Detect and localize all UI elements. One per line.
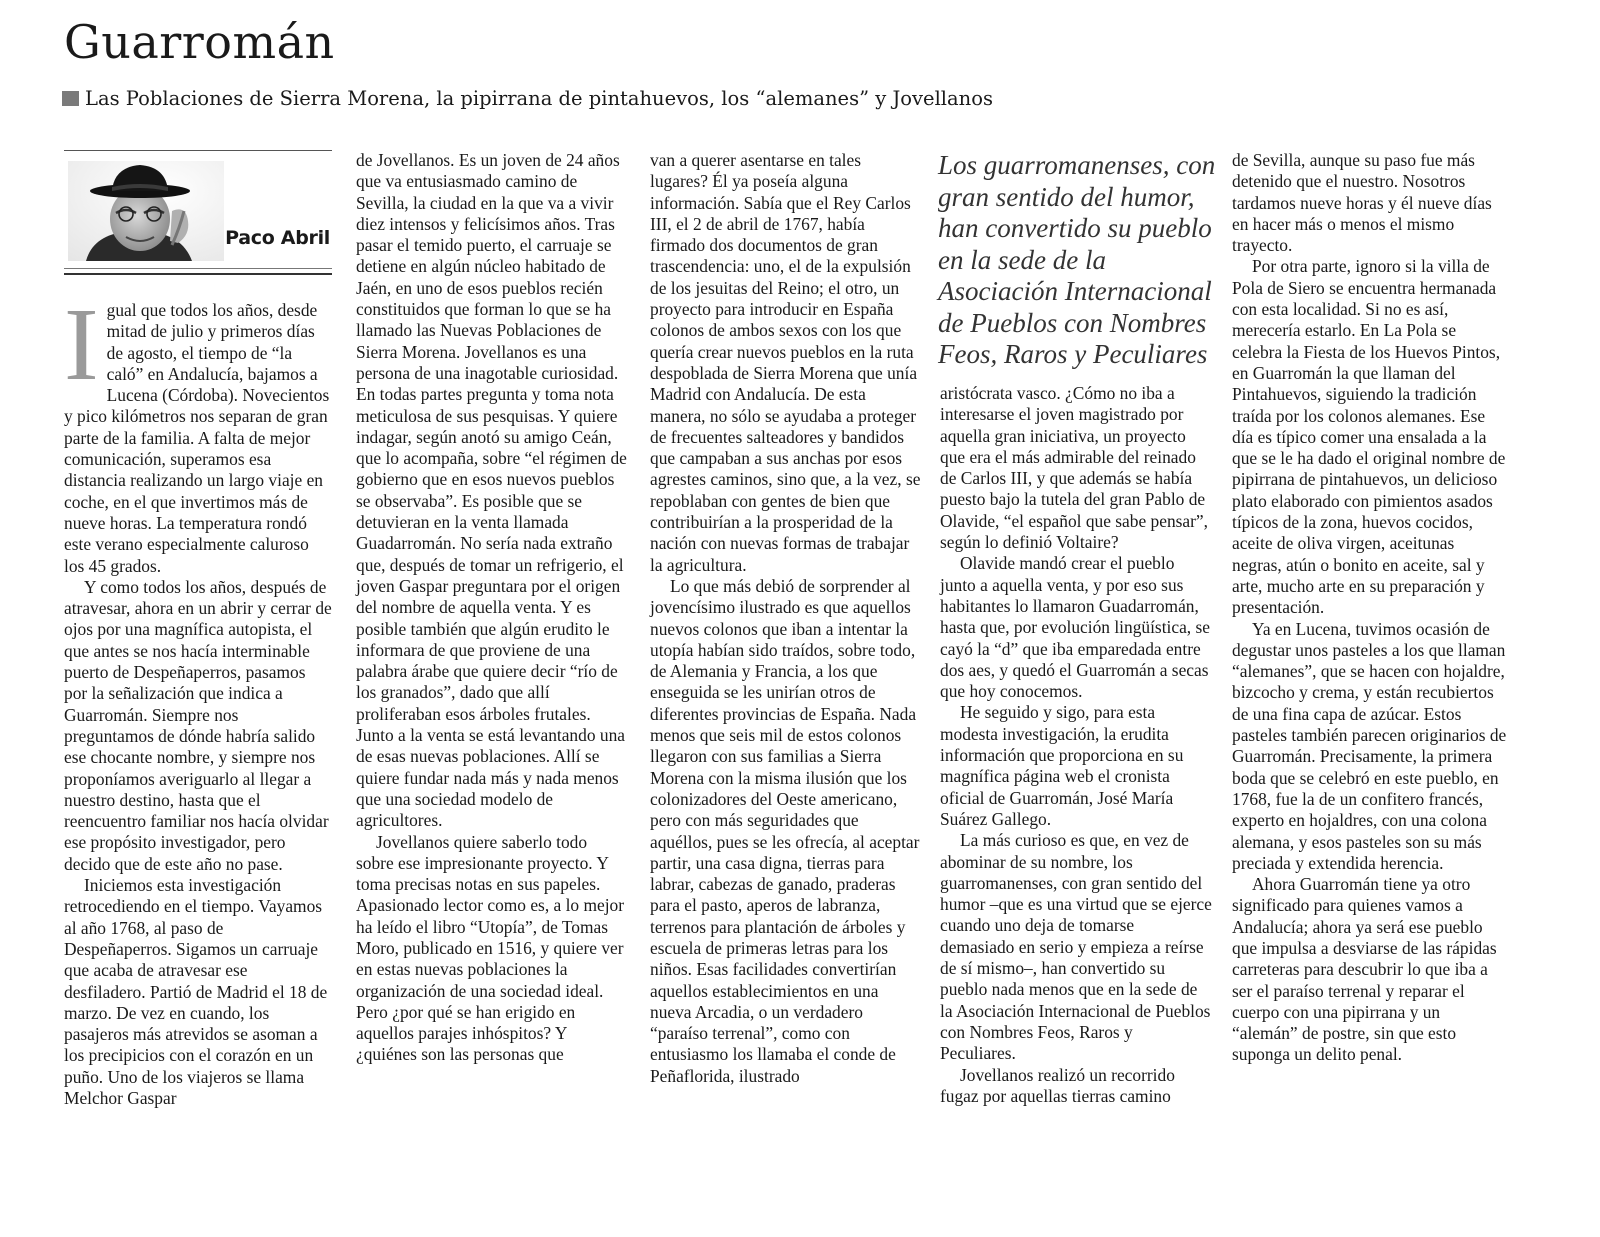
paragraph: Jovellanos quiere saberlo todo sobre ese impresionante proyecto. Y toma precisas notas en sus papeles. Apasionado lector como es, a lo mejor ha leído el libro “Utopía”, de Tomas Moro, publicado en 1516, y quiere ver en estas nuevas poblaciones la organización de una sociedad ideal. Pero ¿por qué se han erigido en aquellos parajes inhóspitos? Y ¿quiénes son las personas que (356, 831, 625, 1065)
column-4 (940, 383, 1212, 1107)
paragraph: de Jovellanos. Es un joven de 24 años que va entusiasmado camino de Sevilla, la ciudad en la que va a vivir diez intensos y felicísimos años. Tras pasar el temido puerto, el carruaje se detiene en algún núcleo habitado de Jaén, en uno de esos pueblos recién constituidos que forman lo que se ha llamado las Nuevas Poblaciones de Sierra Morena. Jovellanos es una persona de una inagotable curiosidad. En todas partes pregunta y toma nota meticulosa de sus pesquisas. Y quiere indagar, según anotó su amigo Ceán, que lo acompaña, sobre “el régimen de gobierno que en esos nuevos pueblos se observaba”. Es posible que se detuvieran en la venta llamada Guadarromán. No sería nada extraño que, después de tomar un refrigerio, el joven Gaspar preguntara por el origen del nombre de aquella venta. Y es posible también que algún erudito le informara de que proviene de una palabra árabe que quiere decir “río de los granados”, dado que allí proliferaban esos árboles frutales. Junto a la venta se está levantando una de esas nuevas poblaciones. Allí se quiere fundar nada más y nada menos que una sociedad modelo de agricultores. (356, 150, 627, 831)
column-1 (64, 287, 332, 1109)
drop-cap: I (64, 287, 99, 402)
column-5 (1232, 150, 1508, 1066)
paragraph: Olavide mandó crear el pueblo junto a aquella venta, y por eso sus habitantes lo llamaron Guadarromán, hasta que, por evolución lingüística, se cayó la “d” que iba emparedada entre dos aes, y quedó el Guarromán a secas que hoy conocemos. (940, 553, 1210, 702)
byline-rule (64, 268, 332, 269)
paragraph (64, 287, 332, 577)
paragraph: Y como todos los años, después de atravesar, ahora en un abrir y cerrar de ojos por una magnífica autopista, el que antes se nos hacía interminable puerto de Despeñaperros, pasamos por la señalización que indica a Guarromán. Siempre nos preguntamos de dónde habría salido ese chocante nombre, y siempre nos proponíamos averiguarlo al llegar a nuestro destino, hasta que el reencuentro familiar nos hacía olvidar ese propósito investigador, pero decido que de este año no pase. (64, 576, 332, 874)
author-name: Paco Abril (225, 227, 330, 249)
pull-quote: Los guarromanenses, con gran sentido del humor, han convertido su pueblo en la sede de la Asociación Internacional de Pueblos con Nombres Feos, Raros y Peculiares (938, 150, 1216, 369)
column-2 (356, 150, 628, 1066)
paragraph: Iniciemos esta investigación retrocediendo en el tiempo. Vayamos al año 1768, al paso de Despeñaperros. Sigamos un carruaje que acaba de atravesar ese desfiladero. Partió de Madrid el 18 de marzo. De vez en cuando, los pasajeros más atrevidos se asoman a los precipicios con el corazón en un puño. Uno de los viajeros se llama Melchor Gaspar (64, 875, 328, 1108)
paragraph: La más curioso es que, en vez de abominar de su nombre, los guarromanenses, con gran sentido del humor –que es una virtud que se ejerce cuando uno deja de tomarse demasiado en serio y empieza a reírse de sí mismo–, han convertido su pueblo nada menos que en la sede de la Asociación Internacional de Pueblos con Nombres Feos, Raros y Peculiares. (940, 830, 1212, 1064)
paragraph: aristócrata vasco. ¿Cómo no iba a interesarse el joven magistrado por aquella gran iniciativa, un proyecto que era el más admirable del reinado de Carlos III, y que además se había puesto bajo la tutela del gran Pablo de Olavide, “el español que sabe pensar”, según lo definió Voltaire? (940, 383, 1208, 553)
paragraph: de Sevilla, aunque su paso fue más detenido que el nuestro. Nosotros tardamos nueve horas y él nueve días en hacer más o menos el mismo trayecto. (1232, 150, 1492, 256)
byline (64, 150, 332, 275)
paragraph: He seguido y sigo, para esta modesta investigación, la erudita información que proporciona en su magnífica página web el cronista oficial de Guarromán, José María Suárez Gallego. (940, 702, 1184, 829)
paragraph-text: gual que todos los años, desde mitad de julio y primeros días de agosto, el tiempo de “la caló” en Andalucía, bajamos a Lucena (Córdoba). Novecientos y pico kilómetros nos separan de gran parte de la familia. A falta de mejor comunicación, superamos esa distancia realizando un largo viaje en coche, en el que invertimos más de nueve horas. La temperatura rondó este verano especialmente caluroso los 45 grados. (64, 300, 330, 576)
paragraph: Por otra parte, ignoro si la villa de Pola de Siero se encuentra hermanada con esta localidad. Si no es así, merecería estarlo. En La Pola se celebra la Fiesta de los Huevos Pintos, en Guarromán la que llaman del Pintahuevos, siguiendo la tradición traída por los colonos alemanes. Ese día es típico comer una ensalada a la que se le ha dado el original nombre de pipirrana de pintahuevos, un delicioso plato elaborado con pimientos asados típicos de la zona, huevos cocidos, aceite de oliva virgen, aceitunas negras, atún o bonito en aceite, sal y arte, mucho arte en su preparación y presentación. (1232, 256, 1506, 618)
paragraph: Ahora Guarromán tiene ya otro significado para quienes vamos a Andalucía; ahora ya será ese pueblo que impulsa a desviarse de las rápidas carreteras para descubrir lo que iba a ser el paraíso terrenal y reparar el cuerpo con una pipirrana y un “alemán” de postre, sin que esto suponga un delito penal. (1232, 874, 1497, 1065)
paragraph: Jovellanos realizó un recorrido fugaz por aquellas tierras camino (940, 1064, 1175, 1106)
article-title: Guarromán (64, 15, 335, 69)
author-photo (68, 161, 224, 261)
deck-text: Las Poblaciones de Sierra Morena, la pipirrana de pintahuevos, los “alemanes” y Jovellanos (85, 87, 993, 110)
paragraph: van a querer asentarse en tales lugares? Él ya poseía alguna información. Sabía que el Rey Carlos III, el 2 de abril de 1767, había firmado dos documentos de gran trascendencia: uno, el de la expulsión de los jesuitas del Reino; el otro, un proyecto para introducir en España colonos de ambos sexos con los que quería crear nuevos pueblos en la ruta despoblada de Sierra Morena que unía Madrid con Andalucía. De esta manera, no sólo se ayudaba a proteger de frecuentes salteadores y bandidos que campaban a sus anchas por esos agrestes caminos, sino que, a la vez, se repoblaban con gentes de bien que contribuirían a la prosperidad de la nación con nuevas formas de trabajar la agricultura. (650, 150, 921, 575)
paragraph: Ya en Lucena, tuvimos ocasión de degustar unos pasteles a los que llaman “alemanes”, que se hacen con hojaldre, bizcocho y crema, y están recubiertos de una fina capa de azúcar. Estos pasteles también parecen originarios de Guarromán. Precisamente, la primera boda que se celebró en este pueblo, en 1768, fue la de un confitero francés, experto en hojaldres, con una colona alemana, y esos pasteles son su más preciada y extendida herencia. (1232, 618, 1507, 873)
column-3 (650, 150, 922, 1087)
article-deck (62, 86, 993, 112)
square-bullet-icon (62, 91, 79, 106)
paragraph: Lo que más debió de sorprender al jovencísimo ilustrado es que aquellos nuevos colonos que iban a intentar la utopía habían sido traídos, sobre todo, de Alemania y Francia, a los que enseguida se les unirían otros de diferentes provincias de España. Nada menos que seis mil de estos colonos llegaron con sus familias a Sierra Morena con la misma ilusión que los colonizadores del Oeste americano, pero con más seguridades que aquéllos, pues se les ofrecía, al aceptar partir, una casa digna, tierras para labrar, cabezas de ganado, praderas para el pasto, aperos de labranza, terrenos para plantación de árboles y escuela de primeras letras para los niños. Esas facilidades convertirían aquellos establecimientos en una nueva Arcadia, o un verdadero “paraíso terrenal”, como con entusiasmo los llamaba el conde de Peñaflorida, ilustrado (650, 575, 920, 1086)
